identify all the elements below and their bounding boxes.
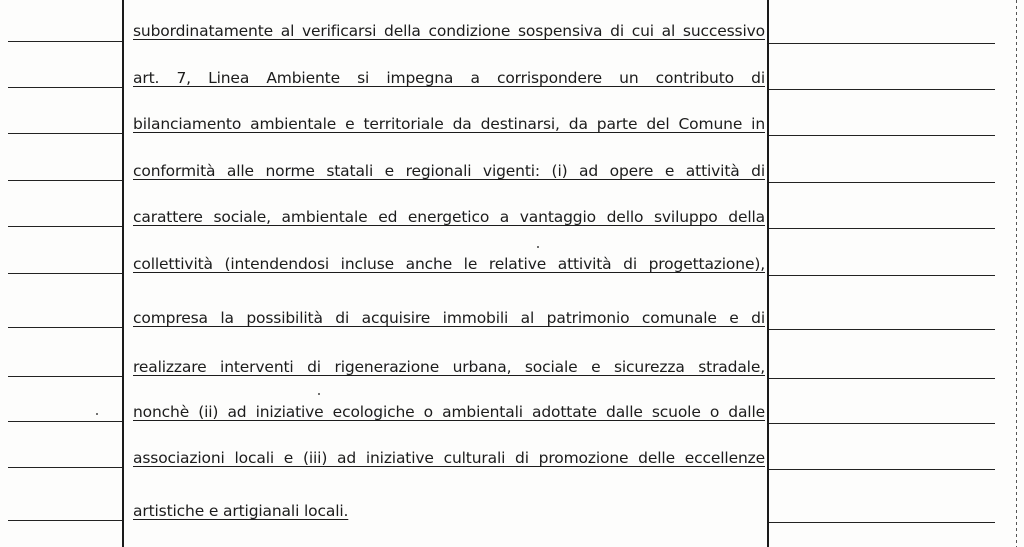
text-line: carattere sociale, ambientale ed energetico a vantaggio dello sviluppo della bbox=[133, 208, 765, 226]
text-line: realizzare interventi di rigenerazione urbana, sociale e sicurezza stradale, bbox=[133, 358, 765, 376]
left-rule bbox=[8, 376, 122, 377]
right-rule bbox=[769, 469, 995, 470]
text-line: associazioni locali e (iii) ad iniziative culturali di promozione delle eccellenze bbox=[133, 449, 765, 467]
text-line: art. 7, Linea Ambiente si impegna a corrispondere un contributo di bbox=[133, 69, 765, 87]
right-rule bbox=[769, 329, 995, 330]
right-column-rule bbox=[767, 0, 769, 547]
right-rule bbox=[769, 43, 995, 44]
page-edge bbox=[1016, 0, 1017, 547]
scan-speck bbox=[537, 246, 539, 248]
text-line: nonchè (ii) ad iniziative ecologiche o ambientali adottate dalle scuole o dalle bbox=[133, 403, 765, 421]
left-rule bbox=[8, 41, 122, 42]
right-rule bbox=[769, 378, 995, 379]
left-column-rule bbox=[122, 0, 124, 547]
right-rule bbox=[769, 89, 995, 90]
right-rule bbox=[769, 228, 995, 229]
right-rule bbox=[769, 522, 995, 523]
scan-speck bbox=[318, 393, 320, 395]
right-rule bbox=[769, 423, 995, 424]
text-line: artistiche e artigianali locali. bbox=[133, 502, 349, 520]
text-line: collettività (intendendosi incluse anche le relative attività di progettazione), bbox=[133, 255, 765, 273]
left-rule bbox=[8, 133, 122, 134]
text-line: subordinatamente al verificarsi della condizione sospensiva di cui al successivo bbox=[133, 22, 765, 40]
left-rule bbox=[8, 180, 122, 181]
left-rule bbox=[8, 273, 122, 274]
left-rule bbox=[8, 520, 122, 521]
left-rule bbox=[8, 421, 122, 422]
text-line: compresa la possibilità di acquisire immobili al patrimonio comunale e di bbox=[133, 309, 765, 327]
right-rule bbox=[769, 275, 995, 276]
text-line: bilanciamento ambientale e territoriale da destinarsi, da parte del Comune in bbox=[133, 115, 765, 133]
left-rule bbox=[8, 327, 122, 328]
left-rule bbox=[8, 226, 122, 227]
scan-speck bbox=[96, 413, 98, 415]
right-rule bbox=[769, 135, 995, 136]
text-line: conformità alle norme statali e regionali vigenti: (i) ad opere e attività di bbox=[133, 162, 765, 180]
left-rule bbox=[8, 87, 122, 88]
left-rule bbox=[8, 467, 122, 468]
right-rule bbox=[769, 182, 995, 183]
